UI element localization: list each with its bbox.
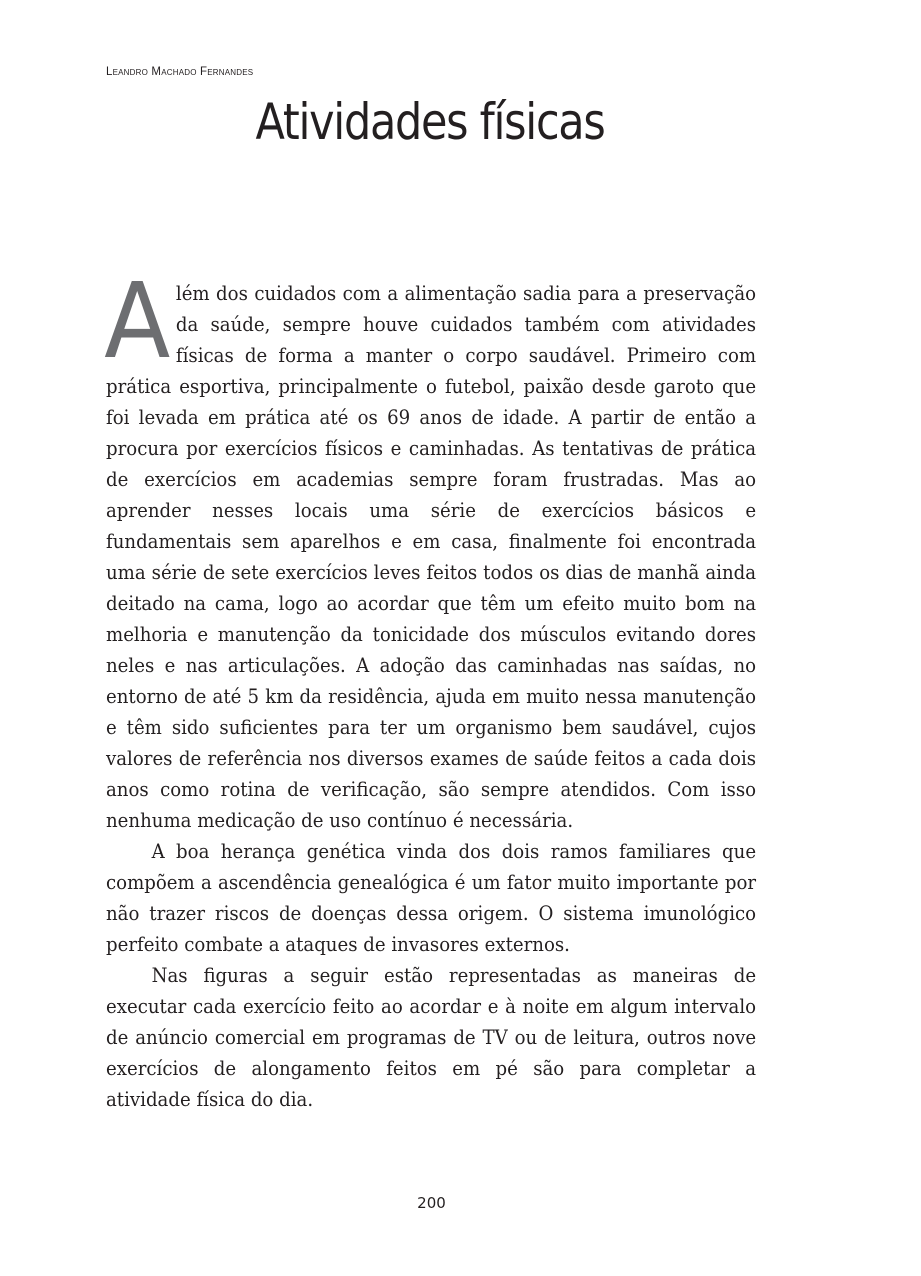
body-text [104,260,757,1115]
paragraph-2: A boa herança genética vinda dos dois ramos familiares que compõem a ascendência genealógica é um fator muito importante por não trazer riscos de doenças dessa origem. O sistema imunológico perfeito combate a ataques de invasores externos. [106,840,757,956]
drop-cap: A [104,260,171,382]
chapter-title: Atividades físicas [255,93,605,151]
running-head: Leandro Machado Fernandes [106,66,254,78]
page-number: 200 [417,1194,446,1212]
paragraph-1-text: lém dos cuidados com a alimentação sadia para a preservação da saúde, sempre houve cuidados também com atividades físicas de forma a manter o corpo saudável. Primeiro com prática esportiva, principalmente o futebol, paixão desde garoto que foi levada em prática até os 69 anos de idade. A partir de então a procura por exercícios físicos e caminhadas. As tentativas de prática de exercícios em academias sempre foram frustradas. Mas ao aprender nesses locais uma série de exercícios básicos e fundamentais sem aparelhos e em casa, finalmente foi encontrada uma série de sete exercícios leves feitos todos os dias de manhã ainda deitado na cama, logo ao acordar que têm um efeito muito bom na melhoria e manutenção da tonicidade dos músculos evitando dores neles e nas articulações. A adoção das caminhadas nas saídas, no entorno de até 5 km da residência, ajuda em muito nessa manutenção e têm sido suficientes para ter um organismo bem saudável, cujos valores de referência nos diversos exames de saúde feitos a cada dois anos como rotina de verificação, são sempre atendidos. Com isso nenhuma medicação de uso contínuo é necessária. [106,282,757,832]
paragraph-3: Nas figuras a seguir estão representadas as maneiras de executar cada exercício feito ao acordar e à noite em algum intervalo de anúncio comercial em programas de TV ou de leitura, outros nove exercícios de alongamento feitos em pé são para completar a atividade física do dia. [106,964,757,1111]
paragraph-1 [104,260,757,836]
